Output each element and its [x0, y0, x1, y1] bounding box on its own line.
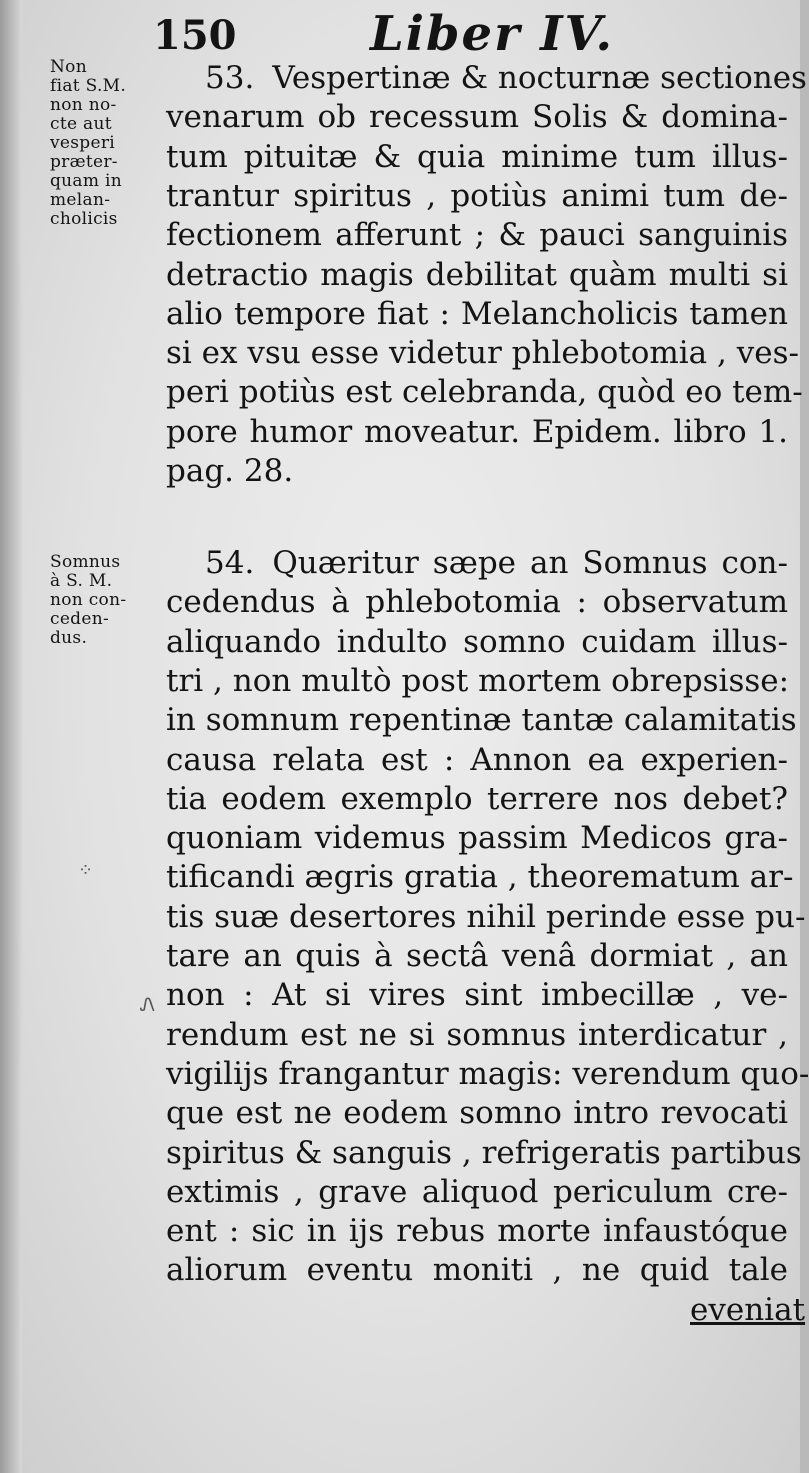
- body-line: aliquando indulto somno cuidam illus-: [166, 623, 788, 660]
- body-line: 53. Vespertinæ & nocturnæ sectiones: [205, 60, 807, 96]
- running-head: Liber IV.: [370, 6, 615, 62]
- ink-mark: Ꮑ: [140, 995, 156, 1016]
- body-line: pore humor moveatur. Epidem. libro 1.: [166, 413, 788, 450]
- margin-note-1: Non fiat S.M. non no- cte aut vesperi præter- quam in melan- cholicis: [50, 57, 127, 229]
- body-line: pag. 28.: [166, 453, 294, 489]
- body-line: causa relata est : Annon ea experien-: [166, 741, 788, 778]
- page-gutter-shadow: [0, 0, 22, 1473]
- ink-mark: ⁘: [78, 860, 94, 881]
- page-header: [0, 6, 800, 62]
- body-line: fectionem afferunt ; & pauci sanguinis: [166, 217, 788, 254]
- body-line: extimis , grave aliquod periculum cre-: [166, 1173, 788, 1210]
- body-line: tri , non multò post mortem obrepsisse:: [166, 662, 790, 699]
- body-line: rendum est ne si somnus interdicatur ,: [166, 1016, 788, 1053]
- paragraph-number: 54.: [205, 545, 255, 581]
- body-line: in somnum repentinæ tantæ calamitatis: [166, 702, 797, 739]
- body-line: si ex vsu esse videtur phlebotomia , ves-: [166, 335, 799, 372]
- body-line: 54. Quæritur sæpe an Somnus con-: [205, 545, 788, 581]
- body-line: tum pituitæ & quia minime tum illus-: [166, 138, 788, 175]
- body-line: peri potiùs est celebranda, quòd eo tem-: [166, 374, 803, 411]
- body-line: que est ne eodem somno intro revocati: [166, 1095, 788, 1132]
- catchword: eveniat: [690, 1291, 806, 1328]
- body-line: non : At si vires sint imbecillæ , ve-: [166, 977, 788, 1014]
- page-number: 150: [153, 12, 237, 59]
- body-line: ent : sic in ijs rebus morte infaustóque: [166, 1213, 788, 1250]
- body-line: trantur spiritus , potiùs animi tum de-: [166, 177, 788, 214]
- body-line: tis suæ desertores nihil perinde esse pu-: [166, 898, 806, 935]
- body-line: quoniam videmus passim Medicos gra-: [166, 820, 788, 857]
- body-line: venarum ob recessum Solis & domina-: [166, 99, 788, 136]
- paragraph-number: 53.: [205, 60, 255, 96]
- body-line: tia eodem exemplo terrere nos debet?: [166, 780, 788, 817]
- margin-note-2: Somnus à S. M. non con- ceden- dus.: [50, 552, 127, 648]
- body-line: detractio magis debilitat quàm multi si: [166, 256, 788, 293]
- body-line: alio tempore fiat : Melancholicis tamen: [166, 295, 788, 332]
- body-line: vigilijs frangantur magis: verendum quo-: [166, 1055, 809, 1092]
- body-line: aliorum eventu moniti , ne quid tale: [166, 1252, 788, 1289]
- body-line: tificandi ægris gratia , theorematum ar-: [166, 859, 794, 896]
- body-line: spiritus & sanguis , refrigeratis partibus: [166, 1134, 802, 1171]
- body-line: cedendus à phlebotomia : observatum: [166, 584, 788, 621]
- body-line: tare an quis à sectâ venâ dormiat , an: [166, 938, 788, 974]
